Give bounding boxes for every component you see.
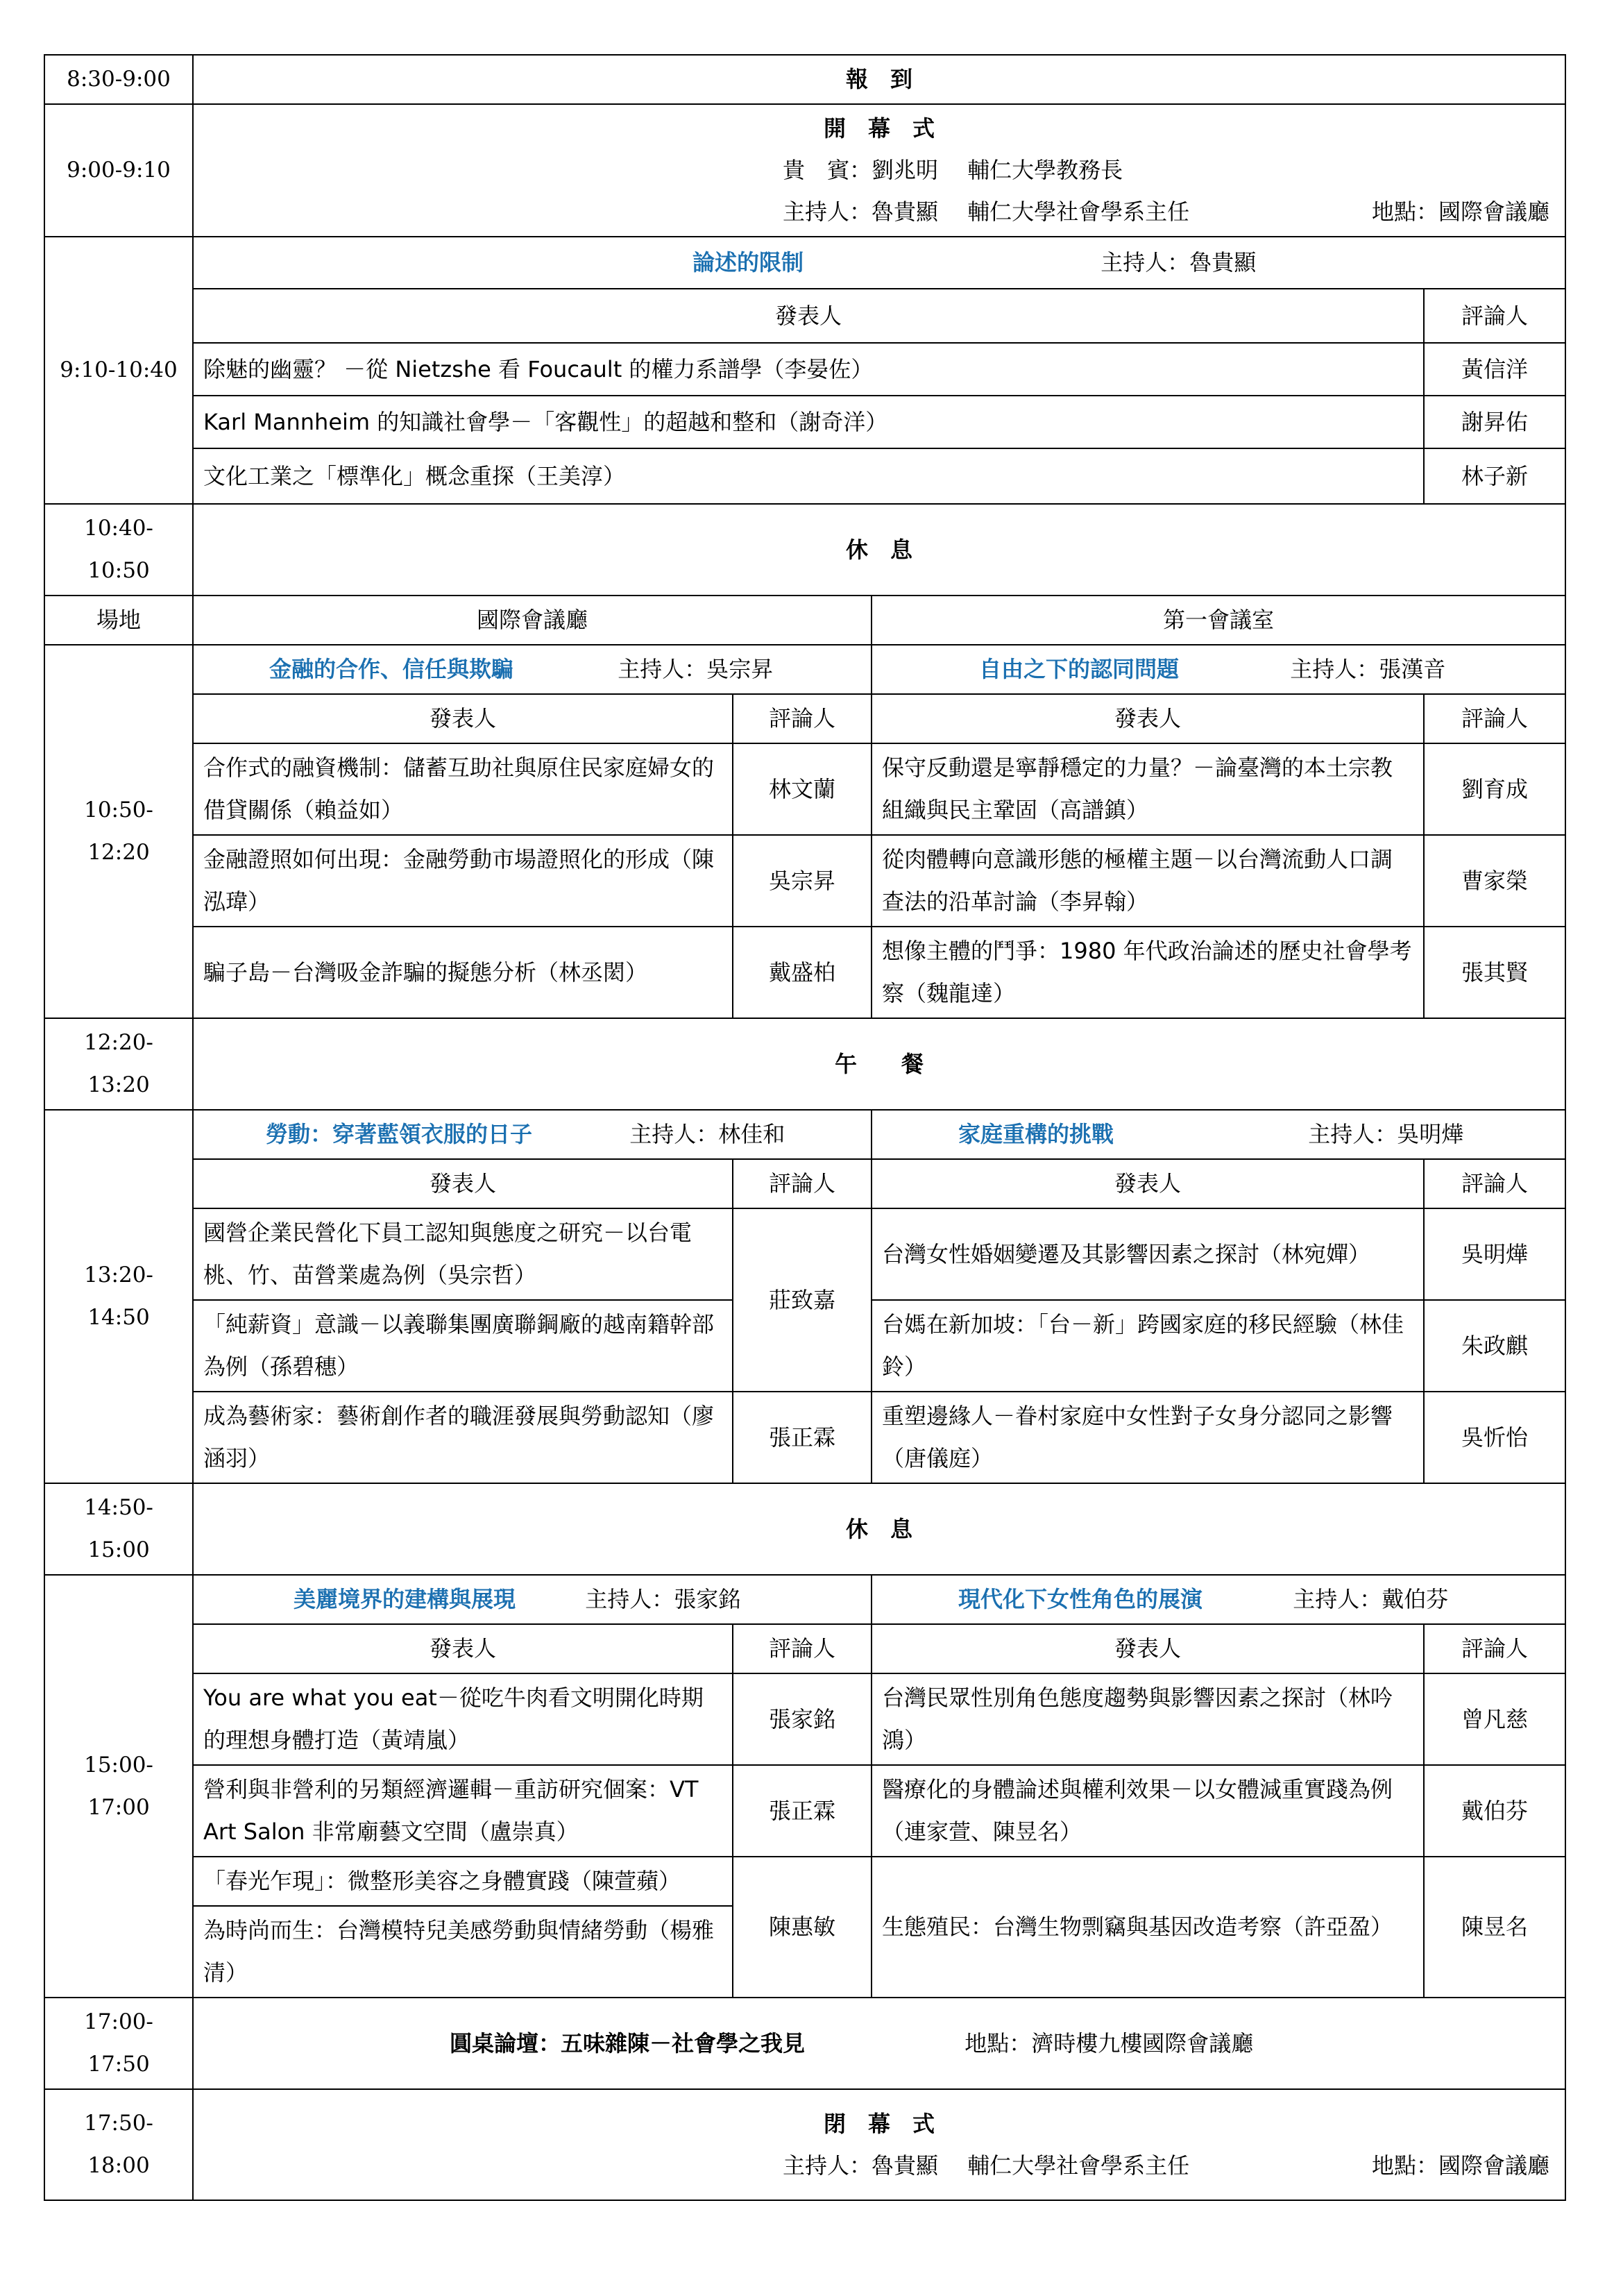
paper-title: You are what you eat－從吃牛肉看文明開化時期的理想身體打造（黃靖嵐） — [193, 1673, 733, 1765]
venue-left: 國際會議廳 — [193, 596, 872, 645]
roundtable-cell — [193, 1998, 1565, 2089]
closing-host-line — [203, 2145, 1555, 2187]
presenter-header: 發表人 — [872, 694, 1424, 743]
session-host: 主持人：戴伯芬 — [1293, 1586, 1449, 1612]
paper-title: 「純薪資」意識－以義聯集團廣聯鋼廠的越南籍幹部為例（孫碧穗） — [193, 1300, 733, 1392]
registration-label: 報 到 — [193, 55, 1565, 104]
paper-title: 醫療化的身體論述與權利效果－以女體減重實踐為例（連家萱、陳昱名） — [872, 1765, 1424, 1857]
time-cell: 10:40-10:50 — [44, 504, 193, 596]
venue-label: 場地 — [44, 596, 193, 645]
discussant-header: 評論人 — [1424, 694, 1565, 743]
paper-title: 生態殖民：台灣生物剽竊與基因改造考察（許亞盈） — [872, 1857, 1424, 1998]
discussant-header: 評論人 — [1424, 1159, 1565, 1208]
session-title: 勞動：穿著藍領衣服的日子 — [266, 1121, 533, 1147]
discussant: 莊致嘉 — [733, 1208, 872, 1392]
table-row — [44, 1673, 1565, 1765]
paper-title: 重塑邊緣人－眷村家庭中女性對子女身分認同之影響（唐儀庭） — [872, 1392, 1424, 1483]
time-cell: 10:50-12:20 — [44, 645, 193, 1018]
time-cell: 17:50-18:00 — [44, 2089, 193, 2200]
venue-right: 第一會議室 — [872, 596, 1565, 645]
paper-title: 營利與非營利的另類經濟邏輯－重訪研究個案：VT Art Salon 非常廟藝文空間（盧崇真） — [193, 1765, 733, 1857]
time-cell: 15:00-17:00 — [44, 1575, 193, 1998]
discussant: 林文蘭 — [733, 743, 872, 835]
paper-title: 台灣女性婚姻變遷及其影響因素之探討（林宛嬋） — [872, 1208, 1424, 1300]
discussant: 吳明燁 — [1424, 1208, 1565, 1300]
discussant: 張正霖 — [733, 1765, 872, 1857]
discussant: 謝昇佑 — [1424, 396, 1565, 448]
table-row — [44, 1765, 1565, 1857]
session-title: 自由之下的認同問題 — [979, 656, 1180, 682]
table-row — [44, 1208, 1565, 1300]
discussant: 曾凡慈 — [1424, 1673, 1565, 1765]
discussant-header: 評論人 — [733, 1159, 872, 1208]
paper-title: 成為藝術家：藝術創作者的職涯發展與勞動認知（廖涵羽） — [193, 1392, 733, 1483]
discussant: 陳惠敏 — [733, 1857, 872, 1998]
time-cell: 9:10-10:40 — [44, 237, 193, 504]
presenter-header: 發表人 — [872, 1624, 1424, 1673]
closing-host: 主持人：魯貴顯 輔仁大學社會學系主任 — [783, 2152, 1190, 2179]
closing-cell — [193, 2089, 1565, 2200]
closing-row — [44, 2089, 1565, 2200]
session2-colheads — [44, 694, 1565, 743]
session1-header — [44, 237, 1565, 289]
break-row — [44, 1483, 1565, 1575]
roundtable-title: 圓桌論壇：五味雜陳－社會學之我見 — [450, 2029, 806, 2057]
time-cell: 14:50-15:00 — [44, 1483, 193, 1575]
session-host: 主持人：吳宗昇 — [618, 656, 774, 682]
paper-title: 除魅的幽靈？ －從 Nietzshe 看 Foucault 的權力系譜學（李晏佐） — [193, 343, 1424, 396]
discussant: 戴伯芬 — [1424, 1765, 1565, 1857]
session-title: 美麗境界的建構與展現 — [294, 1586, 516, 1612]
table-row — [44, 343, 1565, 396]
lunch-label: 午 餐 — [193, 1018, 1565, 1110]
paper-title: 保守反動還是寧靜穩定的力量？－論臺灣的本土宗教組織與民主鞏固（高譜鎮） — [872, 743, 1424, 835]
session2-header — [44, 645, 1565, 694]
paper-title: 合作式的融資機制：儲蓄互助社與原住民家庭婦女的借貸關係（賴益如） — [193, 743, 733, 835]
schedule-table — [44, 54, 1566, 2201]
discussant: 林子新 — [1424, 448, 1565, 504]
discussant: 曹家榮 — [1424, 835, 1565, 927]
discussant: 張其賢 — [1424, 927, 1565, 1018]
paper-title: Karl Mannheim 的知識社會學－「客觀性」的超越和整和（謝奇洋） — [193, 396, 1424, 448]
paper-title: 騙子島－台灣吸金詐騙的擬態分析（林丞閎） — [193, 927, 733, 1018]
opening-host: 主持人：魯貴顯 輔仁大學社會學系主任 — [783, 199, 1190, 225]
discussant: 朱政麒 — [1424, 1300, 1565, 1392]
presenter-header: 發表人 — [193, 694, 733, 743]
session4-right-title-cell — [872, 1575, 1565, 1624]
table-row — [44, 927, 1565, 1018]
table-row — [44, 396, 1565, 448]
session3-colheads — [44, 1159, 1565, 1208]
discussant: 張家銘 — [733, 1673, 872, 1765]
paper-title: 文化工業之「標準化」概念重探（王美淳） — [193, 448, 1424, 504]
break-label: 休 息 — [193, 504, 1565, 596]
session3-header — [44, 1110, 1565, 1159]
paper-title: 「春光乍現」：微整形美容之身體實踐（陳萱蘋） — [193, 1857, 733, 1906]
session1-title: 論述的限制 — [692, 249, 804, 276]
session-host: 主持人：吳明燁 — [1308, 1121, 1464, 1147]
session2-right-title-cell — [872, 645, 1565, 694]
time-cell: 13:20-14:50 — [44, 1110, 193, 1483]
discussant: 吳宗昇 — [733, 835, 872, 927]
closing-venue: 地點：國際會議廳 — [1372, 2152, 1550, 2179]
time-cell: 9:00-9:10 — [44, 104, 193, 237]
opening-host-line — [203, 191, 1555, 233]
session-host: 主持人：林佳和 — [629, 1121, 785, 1147]
presenter-header: 發表人 — [193, 1624, 733, 1673]
discussant: 吳忻怡 — [1424, 1392, 1565, 1483]
paper-title: 為時尚而生：台灣模特兒美感勞動與情緒勞動（楊雅清） — [193, 1906, 733, 1998]
table-row — [44, 448, 1565, 504]
closing-title: 閉 幕 式 — [824, 2110, 935, 2137]
paper-title: 從肉體轉向意識形態的極權主題－以台灣流動人口調查法的沿革討論（李昇翰） — [872, 835, 1424, 927]
paper-title: 台灣民眾性別角色態度趨勢與影響因素之探討（林吟鴻） — [872, 1673, 1424, 1765]
session2-left-title-cell — [193, 645, 872, 694]
table-row — [44, 835, 1565, 927]
session4-header — [44, 1575, 1565, 1624]
time-cell: 17:00-17:50 — [44, 1998, 193, 2089]
session4-colheads — [44, 1624, 1565, 1673]
session4-left-title-cell — [193, 1575, 872, 1624]
discussant-header: 評論人 — [1424, 1624, 1565, 1673]
venue-row — [44, 596, 1565, 645]
session-host: 主持人：張漢音 — [1290, 656, 1446, 682]
paper-title: 金融證照如何出現：金融勞動市場證照化的形成（陳泓瑋） — [193, 835, 733, 927]
discussant: 黃信洋 — [1424, 343, 1565, 396]
opening-cell — [193, 104, 1565, 237]
discussant-header: 評論人 — [733, 1624, 872, 1673]
presenter-header: 發表人 — [872, 1159, 1424, 1208]
session1-host: 主持人：魯貴顯 — [1101, 249, 1257, 276]
opening-venue: 地點：國際會議廳 — [1372, 199, 1550, 225]
discussant-header: 評論人 — [733, 694, 872, 743]
session1-title-cell — [193, 237, 1565, 289]
session-title: 現代化下女性角色的展演 — [958, 1586, 1203, 1612]
registration-row — [44, 55, 1565, 104]
break-row — [44, 504, 1565, 596]
roundtable-row — [44, 1998, 1565, 2089]
time-cell: 12:20-13:20 — [44, 1018, 193, 1110]
presenter-header: 發表人 — [193, 1159, 733, 1208]
session-title: 家庭重構的挑戰 — [958, 1121, 1114, 1147]
roundtable-venue: 地點：濟時樓九樓國際會議廳 — [965, 2029, 1254, 2057]
paper-title: 台媽在新加坡：「台－新」跨國家庭的移民經驗（林佳鈴） — [872, 1300, 1424, 1392]
time-cell: 8:30-9:00 — [44, 55, 193, 104]
opening-row — [44, 104, 1565, 237]
table-row — [44, 1392, 1565, 1483]
lunch-row — [44, 1018, 1565, 1110]
session1-colheads — [44, 289, 1565, 343]
discussant: 陳昱名 — [1424, 1857, 1565, 1998]
paper-title: 國營企業民營化下員工認知與態度之研究－以台電桃、竹、苗營業處為例（吳宗哲） — [193, 1208, 733, 1300]
session3-right-title-cell — [872, 1110, 1565, 1159]
table-row — [44, 1857, 1565, 1906]
presenter-header: 發表人 — [193, 289, 1424, 343]
break-label: 休 息 — [193, 1483, 1565, 1575]
session-title: 金融的合作、信任與欺騙 — [269, 656, 514, 682]
opening-title: 開 幕 式 — [824, 115, 935, 142]
opening-guest: 貴 賓：劉兆明 輔仁大學教務長 — [783, 157, 1123, 183]
paper-title: 想像主體的鬥爭：1980 年代政治論述的歷史社會學考察（魏龍達） — [872, 927, 1424, 1018]
table-row — [44, 743, 1565, 835]
discussant: 劉育成 — [1424, 743, 1565, 835]
session3-left-title-cell — [193, 1110, 872, 1159]
discussant: 戴盛柏 — [733, 927, 872, 1018]
discussant: 張正霖 — [733, 1392, 872, 1483]
session-host: 主持人：張家銘 — [585, 1586, 741, 1612]
discussant-header: 評論人 — [1424, 289, 1565, 343]
